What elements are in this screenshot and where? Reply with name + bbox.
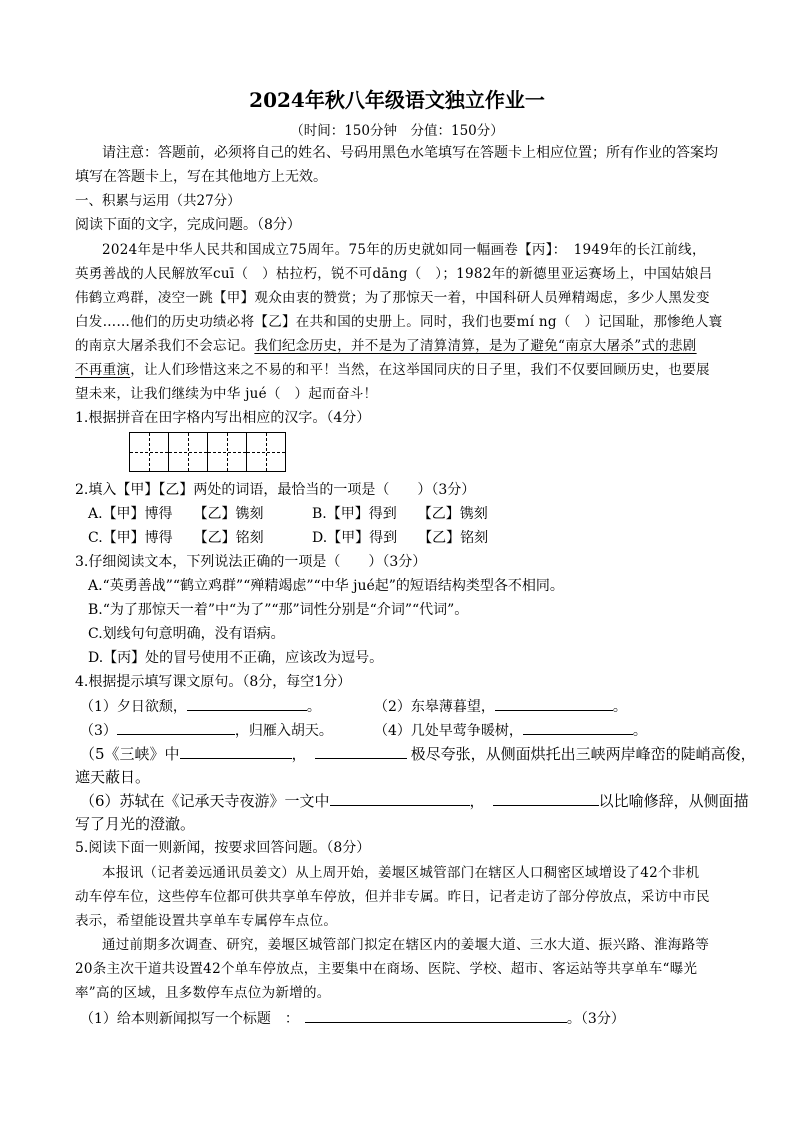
- reading-intro: 阅读下面的文字，完成问题。（8分）: [75, 217, 301, 233]
- q2-option-c: C.【甲】博得 【乙】铭刻: [88, 530, 264, 546]
- grid-cell[interactable]: [129, 432, 169, 472]
- q4-item-6-cont: 写了月光的澄澈。: [75, 815, 196, 833]
- q4-item-text: （5《三峡》中: [80, 745, 180, 763]
- answer-blank[interactable]: [180, 745, 292, 759]
- news-line: 20条主次干道共设置42个单车停放点，主要集中在商场、医院、学校、超市、客运站等共享单车“曝光: [75, 961, 698, 977]
- passage-text: ，让人们珍惜这来之不易的和平！当然，在这举国同庆的日子里，我们不仅要回顾历史，也要展: [130, 362, 710, 378]
- q5-sub-text: （1）给本则新闻拟写一个标题 ：: [80, 1011, 299, 1027]
- question-5: 5.阅读下面一则新闻，按要求回答问题。（8分）: [75, 840, 371, 856]
- q4-item-end: 极尽夸张，从侧面烘托出三峡两岸峰峦的陡峭高俊，: [410, 745, 756, 763]
- question-1: 1.根据拼音在田字格内写出相应的汉字。（4分）: [75, 410, 371, 426]
- q3-option-d: D.【丙】处的冒号使用不正确，应该改为逗号。: [88, 650, 384, 666]
- q4-item-text: （4）几处早莺争暖树，: [374, 723, 523, 739]
- page-title: 2024年秋八年级语文独立作业一: [249, 88, 545, 112]
- passage-line: 白发……他们的历史功绩必将【乙】在共和国的史册上。同时，我们也要mí ng（ ）记国耻，那惨绝人寰: [75, 314, 723, 330]
- q2-option-d: D.【甲】得到 【乙】铭刻: [312, 530, 489, 546]
- passage-line: 望未来，让我们继续为中华 jué（ ）起而奋斗！: [75, 386, 378, 402]
- q5-sub-1: [80, 1009, 625, 1028]
- q4-item-1: [80, 697, 321, 716]
- passage-line: 英勇善战的人民解放军cuī（ ）枯拉朽，锐不可dāng（ ）；1982年的新德里亚运赛场上，中国姑娘吕: [75, 266, 713, 282]
- q2-option-a: A.【甲】博得 【乙】镌刻: [88, 506, 264, 522]
- answer-blank[interactable]: [315, 745, 407, 759]
- answer-blank[interactable]: [117, 721, 235, 735]
- q4-item-6: [80, 792, 749, 810]
- notice-line-2: 填写在答题卡上，写在其他地方上无效。: [75, 169, 327, 185]
- q3-option-c: C.划线句句意明确，没有语病。: [88, 626, 285, 642]
- q4-item-end: 以比喻修辞，从侧面描: [598, 792, 749, 810]
- q4-item-4: [374, 721, 647, 740]
- passage-line: 伟鹤立鸡群，凌空一跳【甲】观众由衷的赞赏；为了那惊天一着，中国科研人员殚精竭虑，多少人黑发变: [75, 290, 710, 306]
- grid-cell[interactable]: [168, 432, 208, 472]
- underlined-sentence: 我们纪念历史，并不是为了清算清算，是为了避免“南京大屠杀”式的悲剧: [254, 338, 697, 354]
- question-2: 2.填入【甲】【乙】两处的词语，最恰当的一项是（ ）（3分）: [75, 482, 476, 498]
- grid-cell[interactable]: [246, 432, 286, 472]
- news-line: 通过前期多次调查、研究，姜堰区城管部门拟定在辖区内的姜堰大道、三水大道、振兴路、淮海路等: [102, 937, 710, 953]
- q4-item-end: 。: [632, 723, 647, 739]
- q4-item-text: （2）东皋薄暮望，: [374, 699, 495, 715]
- q3-option-a: A.“英勇善战”“鹤立鸡群”“殚精竭虑”“中华 jué起”的短语结构类型各不相同。: [88, 578, 564, 594]
- news-line: 率”高的区域，且多数停车点位为新增的。: [75, 985, 331, 1001]
- answer-blank[interactable]: [495, 697, 613, 711]
- page-subtitle: （时间：150分钟 分值：150分）: [290, 123, 504, 139]
- q4-item-text: （6）苏轼在《记承天寺夜游》一文中: [80, 792, 330, 810]
- answer-blank[interactable]: [330, 792, 470, 806]
- q4-item-end: ，归雁入胡天。: [234, 723, 333, 739]
- news-line: 本报讯（记者姜远通讯员姜文）从上周开始，姜堰区城管部门在辖区人口稠密区域增设了42个非机: [102, 865, 700, 881]
- answer-blank[interactable]: [523, 721, 633, 735]
- q4-item-end: 。: [306, 699, 321, 715]
- q4-item-sep: ，: [469, 792, 485, 810]
- passage-text: 的南京大屠杀我们不会忘记。: [75, 338, 255, 354]
- q2-option-b: B.【甲】得到 【乙】镌刻: [312, 506, 488, 522]
- q4-item-end: 。: [612, 699, 627, 715]
- writing-grid: [130, 432, 286, 472]
- q4-item-sep: ，: [291, 745, 307, 763]
- section-heading: 一、积累与运用（共27分）: [75, 193, 241, 209]
- question-3: 3.仔细阅读文本，下列说法正确的一项是（ ）（3分）: [75, 554, 427, 570]
- q4-item-2: [374, 697, 627, 716]
- q4-item-text: （3）: [80, 723, 117, 739]
- answer-blank[interactable]: [493, 792, 599, 806]
- q4-item-3: [80, 721, 333, 740]
- q5-sub-end: 。（3分）: [566, 1011, 625, 1027]
- question-4: 4.根据提示填写课文原句。（8分，每空1分）: [75, 674, 352, 690]
- notice-line-1: 请注意：答题前，必须将自己的姓名、号码用黑色水笔填写在答题卡上相应位置；所有作业的答案均: [102, 145, 718, 161]
- underlined-sentence-end: 不再重演: [75, 362, 131, 378]
- passage-line: [75, 361, 710, 379]
- q4-item-5-cont: 遮天蔽日。: [75, 768, 151, 786]
- answer-blank[interactable]: [305, 1009, 567, 1023]
- passage-line: [75, 337, 697, 355]
- passage-line: 2024年是中华人民共和国成立75周年。75年的历史就如同一幅画卷【丙】： 1949年的长江前线，: [102, 242, 706, 258]
- news-line: 动车停车位，这些停车位都可供共享单车停放，但并非专属。昨日，记者走访了部分停放点，采访中市民: [75, 889, 710, 905]
- news-line: 表示，希望能设置共享单车专属停车点位。: [75, 913, 338, 929]
- q3-option-b: B.“为了那惊天一着”中“为了”“那”词性分别是“介词”“代词”。: [88, 602, 469, 618]
- q4-item-5: [80, 745, 756, 763]
- grid-cell[interactable]: [207, 432, 247, 472]
- answer-blank[interactable]: [187, 697, 307, 711]
- q4-item-text: （1）夕日欲颓，: [80, 699, 187, 715]
